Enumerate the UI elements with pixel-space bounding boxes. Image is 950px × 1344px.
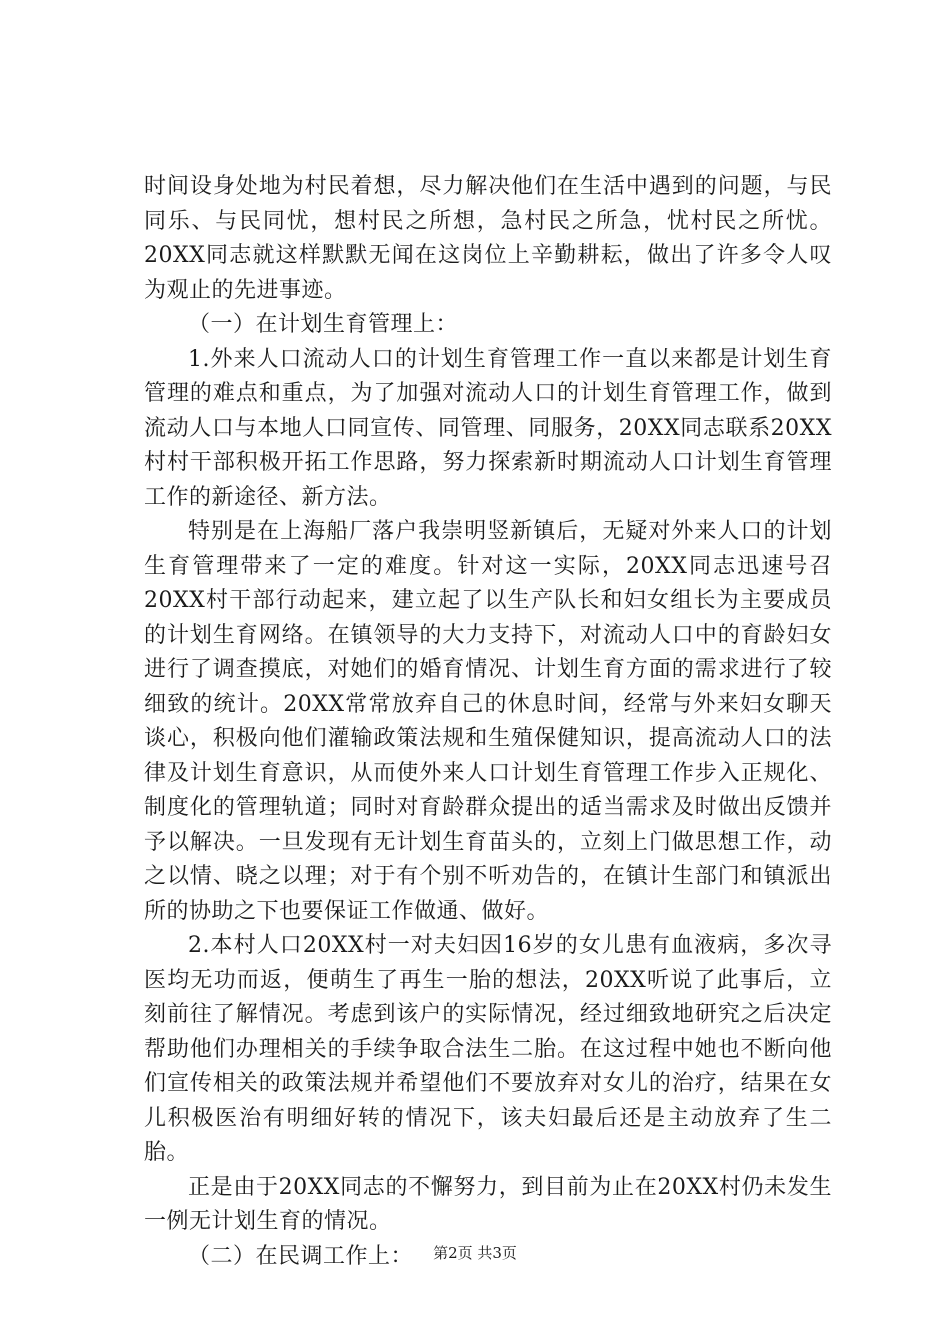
page-footer: 第2页 共3页: [433, 1244, 517, 1262]
section-heading: （二）在民调工作上：: [188, 1243, 414, 1269]
paragraph: 2.本村人口20XX村一对夫妇因16岁的女儿患有血液病，多次寻医均无功而返，便萌生了再生一胎的想法，20XX听说了此事后，立刻前往了解情况。考虑到该户的实际情况，经过细致地研究之后决定帮助他们办理相关的手续争取合法生二胎。在这过程中她也不断向他们宣传相关的政策法规并希望他们不要放弃对女儿的治疗，结果在女儿积极医治有明细好转的情况下，该夫妇最后还是主动放弃了生二胎。: [144, 933, 832, 1165]
document-body: [144, 170, 832, 1274]
paragraph: 1.外来人口流动人口的计划生育管理工作一直以来都是计划生育管理的难点和重点，为了加强对流动人口的计划生育管理工作，做到流动人口与本地人口同宣传、同管理、同服务，20XX同志联系20XX村村干部积极开拓工作思路，努力探索新时期流动人口计划生育管理工作的新途径、新方法。: [144, 346, 832, 510]
paragraph: 正是由于20XX同志的不懈努力，到目前为止在20XX村仍未发生一例无计划生育的情况。: [144, 1174, 832, 1234]
paragraph: 时间设身处地为村民着想，尽力解决他们在生活中遇到的问题，与民同乐、与民同忧，想村民之所想，急村民之所急，忧村民之所忧。20XX同志就这样默默无闻在这岗位上辛勤耕耘，做出了许多令人叹为观止的先进事迹。: [144, 174, 832, 303]
section-heading: （一）在计划生育管理上：: [188, 312, 459, 337]
paragraph: 特别是在上海船厂落户我崇明竖新镇后，无疑对外来人口的计划生育管理带来了一定的难度。针对这一实际，20XX同志迅速号召20XX村干部行动起来，建立起了以生产队长和妇女组长为主要成员的计划生育网络。在镇领导的大力支持下，对流动人口中的育龄妇女进行了调查摸底，对她们的婚育情况、计划生育方面的需求进行了较细致的统计。20XX常常放弃自己的休息时间，经常与外来妇女聊天谈心，积极向他们灌输政策法规和生殖保健知识，提高流动人口的法律及计划生育意识，从而使外来人口计划生育管理工作步入正规化、制度化的管理轨道；同时对育龄群众提出的适当需求及时做出反馈并予以解决。一旦发现有无计划生育苗头的，立刻上门做思想工作，动之以情、晓之以理；对于有个别不听劝告的，在镇计生部门和镇派出所的协助之下也要保证工作做通、做好。: [144, 519, 832, 924]
